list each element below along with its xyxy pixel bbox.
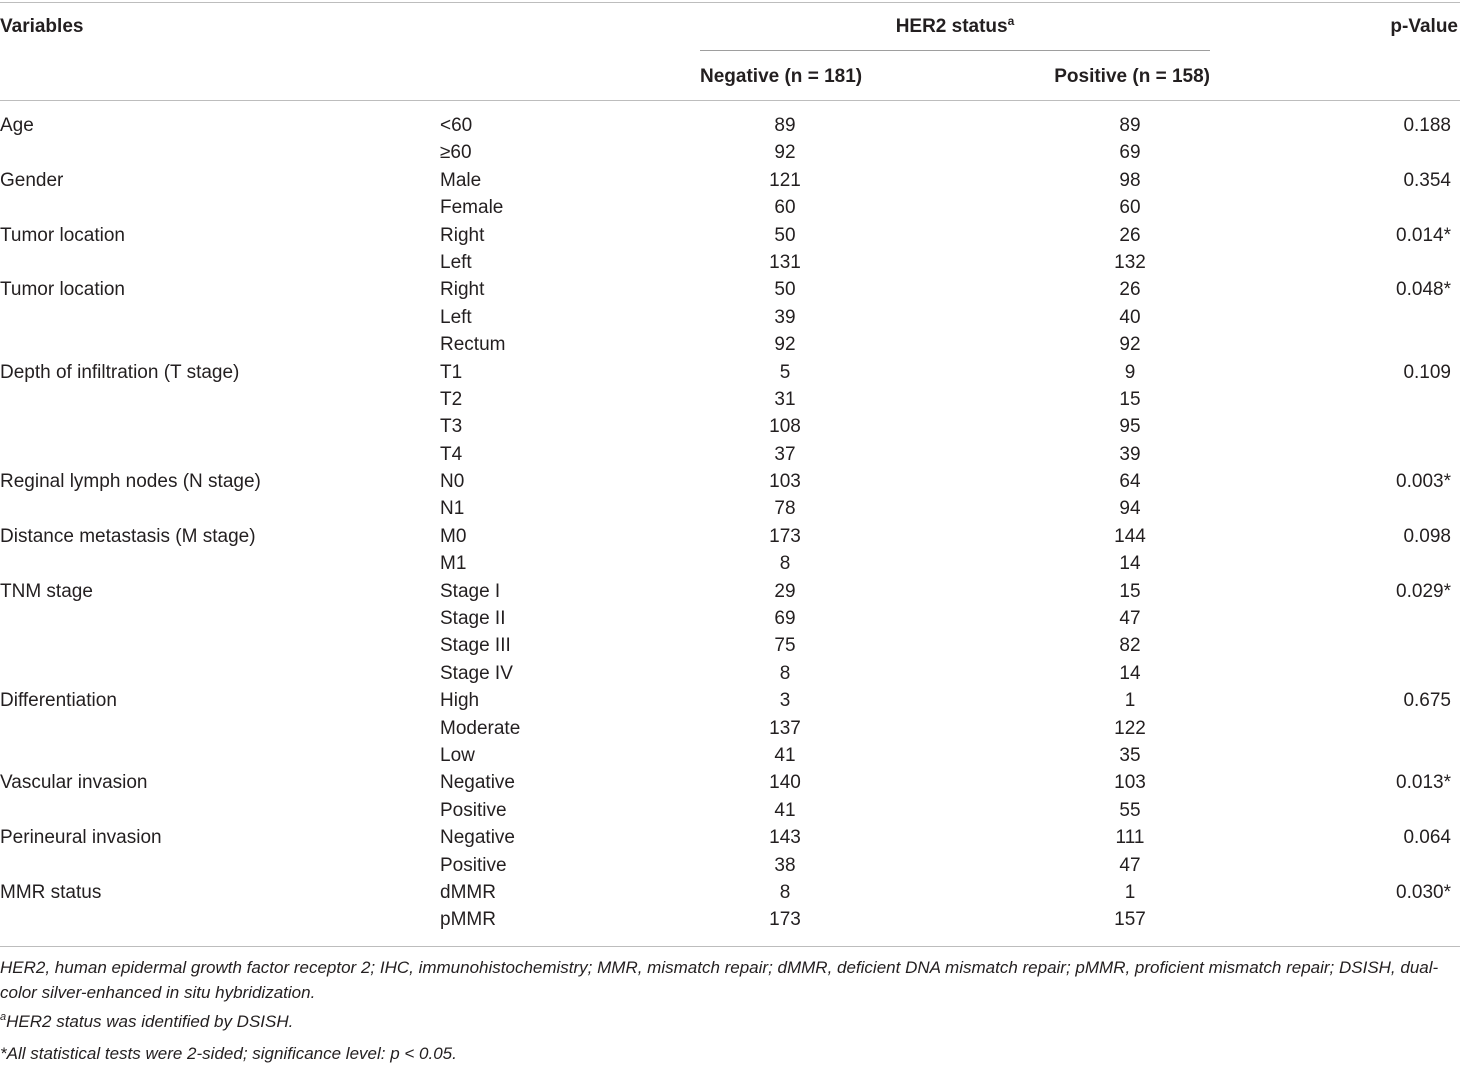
- row-negative-count: 121: [769, 169, 801, 191]
- table-row: [0, 853, 1460, 880]
- row-p-value: 0.003*: [1396, 471, 1451, 493]
- row-negative-count: 39: [774, 306, 796, 328]
- row-negative-count: 3: [779, 690, 791, 712]
- table-row: [0, 798, 1460, 825]
- table-row: [0, 743, 1460, 770]
- row-negative-count: 50: [774, 279, 796, 301]
- row-category: T3: [440, 416, 463, 438]
- header-bottom-rule: [0, 100, 1460, 101]
- row-negative-count: 131: [769, 251, 801, 273]
- row-positive-count: 14: [1119, 662, 1141, 684]
- table-body: [0, 113, 1460, 935]
- row-category: Positive: [440, 799, 507, 821]
- row-category: Negative: [440, 772, 515, 794]
- row-positive-count: 69: [1119, 142, 1141, 164]
- table-row: [0, 195, 1460, 222]
- row-negative-count: 75: [774, 635, 796, 657]
- row-variable: Vascular invasion: [0, 772, 148, 794]
- row-negative-count: 92: [774, 334, 796, 356]
- row-positive-count: 122: [1114, 717, 1146, 739]
- row-variable: Reginal lymph nodes (N stage): [0, 471, 261, 493]
- header-negative: Negative (n = 181): [700, 66, 863, 87]
- row-positive-count: 60: [1119, 197, 1141, 219]
- table-row: [0, 825, 1460, 852]
- footnote-significance: *All statistical tests were 2-sided; significance level: p < 0.05.: [0, 1044, 457, 1063]
- row-positive-count: 1: [1124, 690, 1136, 712]
- row-negative-count: 41: [774, 799, 796, 821]
- row-p-value: 0.109: [1403, 361, 1451, 383]
- row-variable: Perineural invasion: [0, 827, 162, 849]
- row-negative-count: 140: [769, 772, 801, 794]
- row-p-value: 0.675: [1403, 690, 1451, 712]
- row-category: <60: [440, 115, 473, 136]
- row-category: Moderate: [440, 717, 521, 739]
- table-row: [0, 716, 1460, 743]
- table-row: [0, 113, 1460, 140]
- row-category: Left: [440, 306, 472, 328]
- row-positive-count: 9: [1124, 361, 1136, 383]
- her2-group-rule: [700, 50, 1210, 51]
- row-positive-count: 55: [1119, 799, 1141, 821]
- row-positive-count: 157: [1114, 909, 1146, 931]
- footnote-a-mark: a: [0, 1011, 7, 1023]
- table-row: [0, 360, 1460, 387]
- row-category: N1: [440, 498, 465, 520]
- row-p-value: 0.354: [1403, 169, 1451, 191]
- table-row: [0, 633, 1460, 660]
- table-row: [0, 688, 1460, 715]
- table-row: [0, 387, 1460, 414]
- row-positive-count: 14: [1119, 553, 1141, 575]
- row-positive-count: 92: [1119, 334, 1141, 356]
- header-positive: Positive (n = 158): [1054, 66, 1210, 87]
- row-category: T2: [440, 388, 463, 410]
- row-positive-count: 94: [1119, 498, 1141, 520]
- row-category: Right: [440, 224, 485, 246]
- row-negative-count: 173: [769, 909, 801, 931]
- row-negative-count: 143: [769, 827, 801, 849]
- header-her2-status-footnote-mark: a: [1007, 14, 1015, 28]
- row-category: Low: [440, 744, 475, 766]
- row-positive-count: 64: [1119, 471, 1141, 493]
- table-row: [0, 496, 1460, 523]
- table-row: [0, 770, 1460, 797]
- row-variable: Gender: [0, 169, 64, 191]
- table-row: [0, 332, 1460, 359]
- row-category: T1: [440, 361, 463, 383]
- table-row: [0, 277, 1460, 304]
- table-row: [0, 442, 1460, 469]
- row-p-value: 0.013*: [1396, 772, 1451, 794]
- footnote-a-text: HER2 status was identified by DSISH.: [6, 1012, 294, 1031]
- row-positive-count: 26: [1119, 279, 1141, 301]
- row-category: Stage II: [440, 608, 506, 630]
- row-positive-count: 40: [1119, 306, 1141, 328]
- row-p-value: 0.064: [1403, 827, 1451, 849]
- row-negative-count: 8: [779, 553, 791, 575]
- row-negative-count: 38: [774, 854, 796, 876]
- row-category: Female: [440, 197, 504, 219]
- table-row: [0, 524, 1460, 551]
- table-top-rule: [0, 2, 1460, 3]
- table-row: [0, 168, 1460, 195]
- header-her2-status: [700, 16, 1210, 39]
- header-her2-status-label: HER2 status: [895, 16, 1008, 37]
- row-positive-count: 132: [1114, 251, 1146, 273]
- table-footnotes: [0, 955, 1460, 1066]
- row-category: Stage I: [440, 580, 501, 602]
- row-negative-count: 69: [774, 608, 796, 630]
- row-negative-count: 173: [769, 525, 801, 547]
- row-category: pMMR: [440, 909, 496, 931]
- row-positive-count: 1: [1124, 881, 1136, 903]
- row-negative-count: 108: [769, 416, 801, 438]
- row-positive-count: 35: [1119, 744, 1141, 766]
- row-variable: Depth of infiltration (T stage): [0, 361, 240, 383]
- row-negative-count: 31: [774, 388, 796, 410]
- row-variable: Tumor location: [0, 224, 125, 246]
- table-row: [0, 305, 1460, 332]
- row-positive-count: 144: [1114, 525, 1146, 547]
- table-row: [0, 250, 1460, 277]
- row-category: dMMR: [440, 881, 496, 903]
- row-p-value: 0.048*: [1396, 279, 1451, 301]
- row-positive-count: 47: [1119, 608, 1141, 630]
- row-p-value: 0.030*: [1396, 881, 1451, 903]
- row-negative-count: 92: [774, 142, 796, 164]
- table-row: [0, 469, 1460, 496]
- row-p-value: 0.188: [1403, 115, 1451, 136]
- table-row: [0, 223, 1460, 250]
- row-category: Stage IV: [440, 662, 513, 684]
- row-variable: MMR status: [0, 881, 102, 903]
- header-variables: Variables: [0, 16, 84, 37]
- row-category: Right: [440, 279, 485, 301]
- row-positive-count: 26: [1119, 224, 1141, 246]
- row-variable: Distance metastasis (M stage): [0, 525, 256, 547]
- table-row: [0, 551, 1460, 578]
- row-negative-count: 8: [779, 881, 791, 903]
- footnote-a: [0, 1009, 1460, 1037]
- row-positive-count: 103: [1114, 772, 1146, 794]
- row-negative-count: 41: [774, 744, 796, 766]
- row-category: Negative: [440, 827, 515, 849]
- row-category: T4: [440, 443, 463, 465]
- row-negative-count: 37: [774, 443, 796, 465]
- row-negative-count: 8: [779, 662, 791, 684]
- row-category: ≥60: [440, 142, 472, 164]
- table-row: [0, 414, 1460, 441]
- row-positive-count: 82: [1119, 635, 1141, 657]
- table-row: [0, 907, 1460, 934]
- row-positive-count: 47: [1119, 854, 1141, 876]
- row-negative-count: 29: [774, 580, 796, 602]
- table-row: [0, 140, 1460, 167]
- row-category: High: [440, 690, 480, 712]
- row-positive-count: 95: [1119, 416, 1141, 438]
- row-positive-count: 111: [1115, 827, 1145, 849]
- row-p-value: 0.029*: [1396, 580, 1451, 602]
- table-row: [0, 606, 1460, 633]
- row-category: Rectum: [440, 334, 506, 356]
- table-row: [0, 579, 1460, 606]
- row-positive-count: 98: [1119, 169, 1141, 191]
- row-category: M0: [440, 525, 467, 547]
- row-variable: Differentiation: [0, 690, 117, 712]
- row-category: M1: [440, 553, 467, 575]
- footnote-abbreviations: HER2, human epidermal growth factor receptor 2; IHC, immunohistochemistry; MMR, mismatch repair; dMMR, deficient DNA mismatch repair; pMMR, proficient mismatch repair; DSISH, dual-color silver-enhanced in situ hybridization.: [0, 958, 1439, 1002]
- row-category: Left: [440, 251, 472, 273]
- row-p-value: 0.098: [1403, 525, 1451, 547]
- row-negative-count: 5: [779, 361, 791, 383]
- row-negative-count: 89: [774, 115, 796, 136]
- row-negative-count: 78: [774, 498, 796, 520]
- row-negative-count: 60: [774, 197, 796, 219]
- row-negative-count: 50: [774, 224, 796, 246]
- table-row: [0, 661, 1460, 688]
- row-variable: Tumor location: [0, 279, 125, 301]
- row-positive-count: 89: [1119, 115, 1141, 136]
- table-row: [0, 880, 1460, 907]
- row-negative-count: 103: [769, 471, 801, 493]
- row-positive-count: 39: [1119, 443, 1141, 465]
- row-category: Stage III: [440, 635, 511, 657]
- row-category: Positive: [440, 854, 507, 876]
- row-positive-count: 15: [1119, 580, 1141, 602]
- row-variable: TNM stage: [0, 580, 93, 602]
- row-negative-count: 137: [769, 717, 801, 739]
- row-p-value: 0.014*: [1396, 224, 1451, 246]
- table-bottom-rule: [0, 946, 1460, 947]
- row-category: Male: [440, 169, 482, 191]
- header-p-value: p-Value: [1390, 16, 1458, 37]
- row-variable: Age: [0, 115, 34, 136]
- row-positive-count: 15: [1119, 388, 1141, 410]
- row-category: N0: [440, 471, 465, 493]
